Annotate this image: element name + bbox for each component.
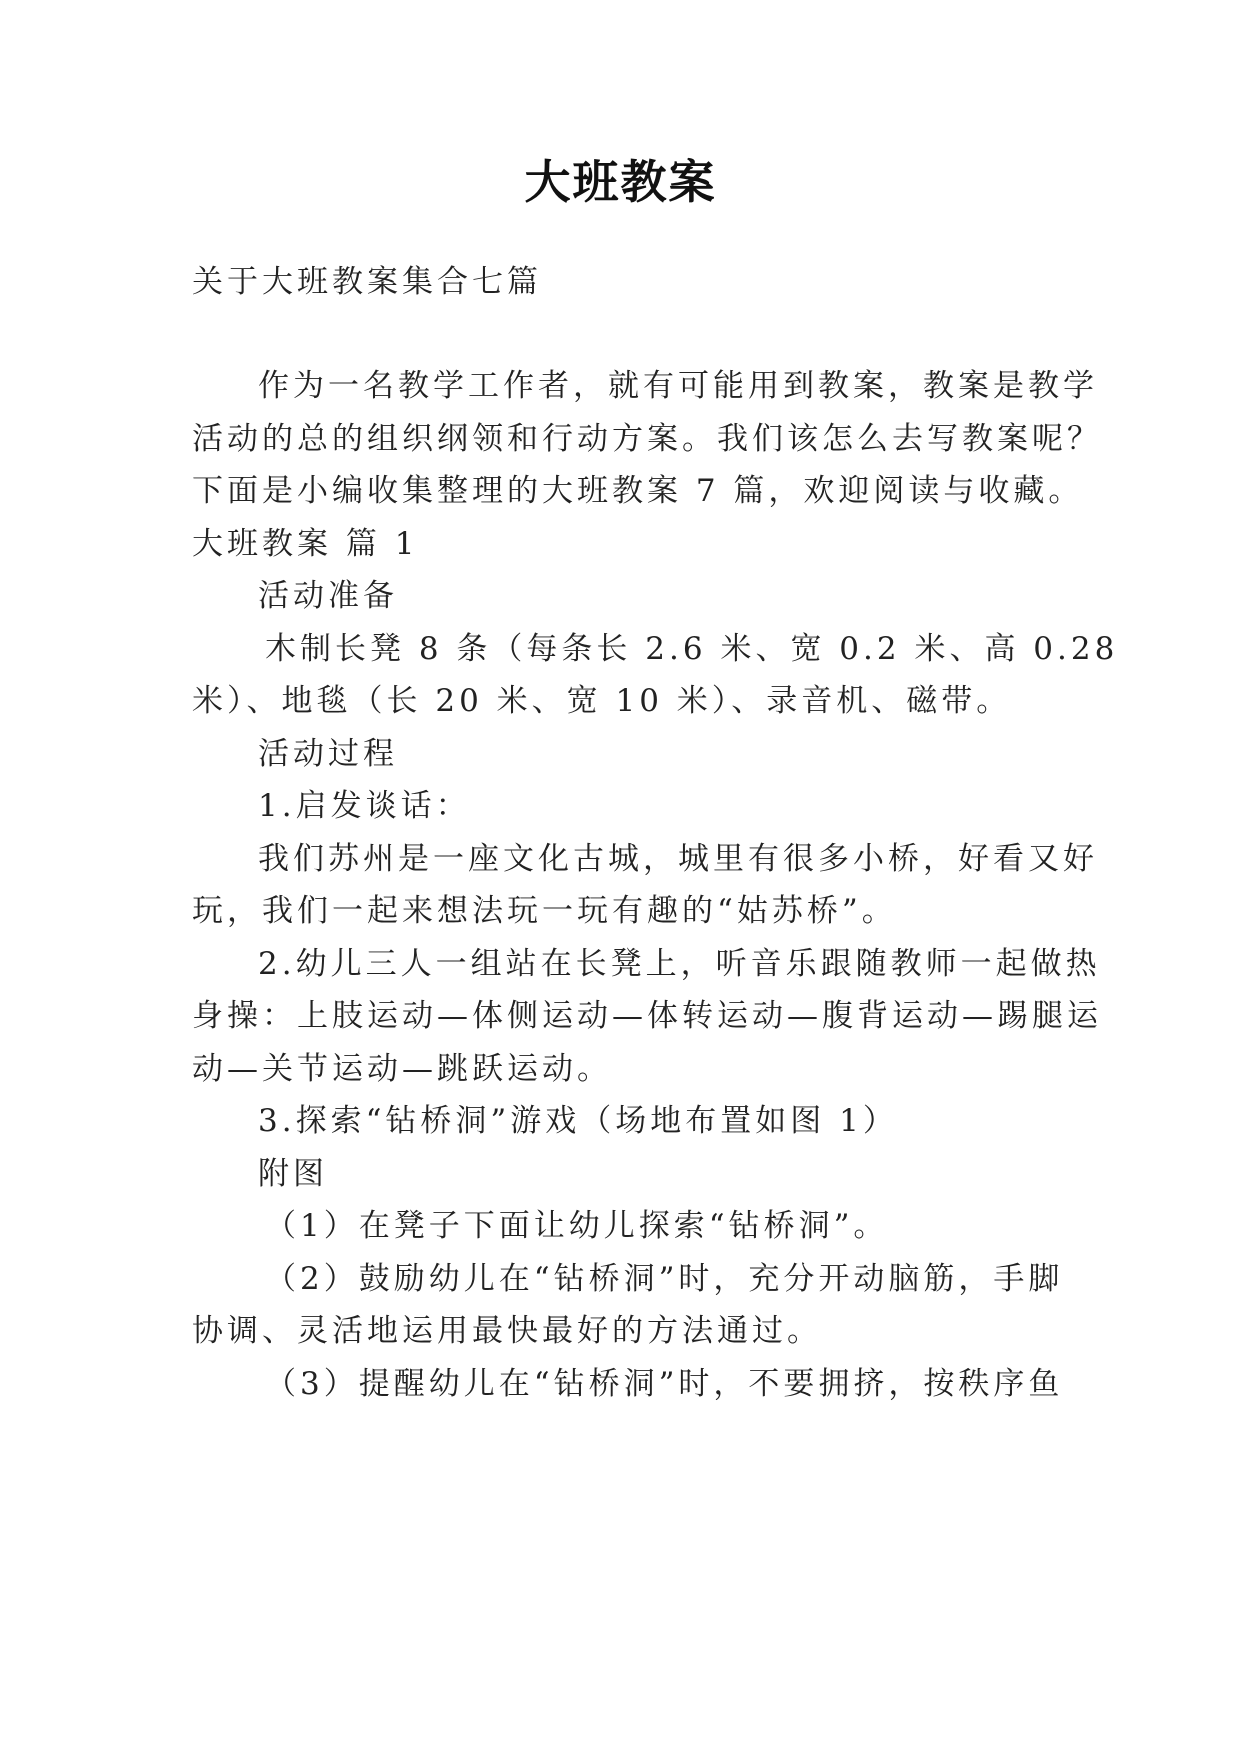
- paragraph-line: （3）提醒幼儿在“钻桥洞”时，不要拥挤，按秩序鱼: [265, 1366, 1064, 1402]
- paragraph-line: 作为一名教学工作者，就有可能用到教案，教案是教学: [258, 368, 1098, 404]
- figure-reference: 附图: [258, 1156, 328, 1192]
- paragraph-line: （1）在凳子下面让幼儿探索“钻桥洞”。: [265, 1208, 889, 1244]
- list-item-heading: 1.启发谈话：: [258, 788, 471, 824]
- paragraph-line: 木制长凳 8 条（每条长 2.6 米、宽 0.2 米、高 0.28: [265, 631, 1119, 667]
- section-heading: 大班教案 篇 1: [192, 526, 419, 562]
- paragraph-line: 米）、地毯（长 20 米、宽 10 米）、录音机、磁带。: [192, 683, 1012, 719]
- list-item-heading: 3.探索“钻桥洞”游戏（场地布置如图 1）: [258, 1103, 898, 1139]
- paragraph-line: 玩，我们一起来想法玩一玩有趣的“姑苏桥”。: [192, 893, 897, 929]
- paragraph-line: 动—关节运动—跳跃运动。: [192, 1051, 612, 1087]
- section-subheading: 活动过程: [258, 736, 398, 772]
- paragraph-line: 下面是小编收集整理的大班教案 7 篇，欢迎阅读与收藏。: [192, 473, 1084, 509]
- document-subtitle: 关于大班教案集合七篇: [192, 264, 542, 300]
- paragraph-line: 身操：上肢运动—体侧运动—体转运动—腹背运动—踢腿运: [192, 998, 1102, 1034]
- paragraph-line: 活动的总的组织纲领和行动方案。我们该怎么去写教案呢？: [192, 421, 1102, 457]
- document-title: 大班教案: [524, 155, 717, 209]
- list-item-heading: 2.幼儿三人一组站在长凳上，听音乐跟随教师一起做热: [258, 946, 1101, 982]
- section-subheading: 活动准备: [258, 578, 398, 614]
- paragraph-line: 我们苏州是一座文化古城，城里有很多小桥，好看又好: [258, 841, 1098, 877]
- paragraph-line: 协调、灵活地运用最快最好的方法通过。: [192, 1313, 822, 1349]
- paragraph-line: （2）鼓励幼儿在“钻桥洞”时，充分开动脑筋，手脚: [265, 1261, 1064, 1297]
